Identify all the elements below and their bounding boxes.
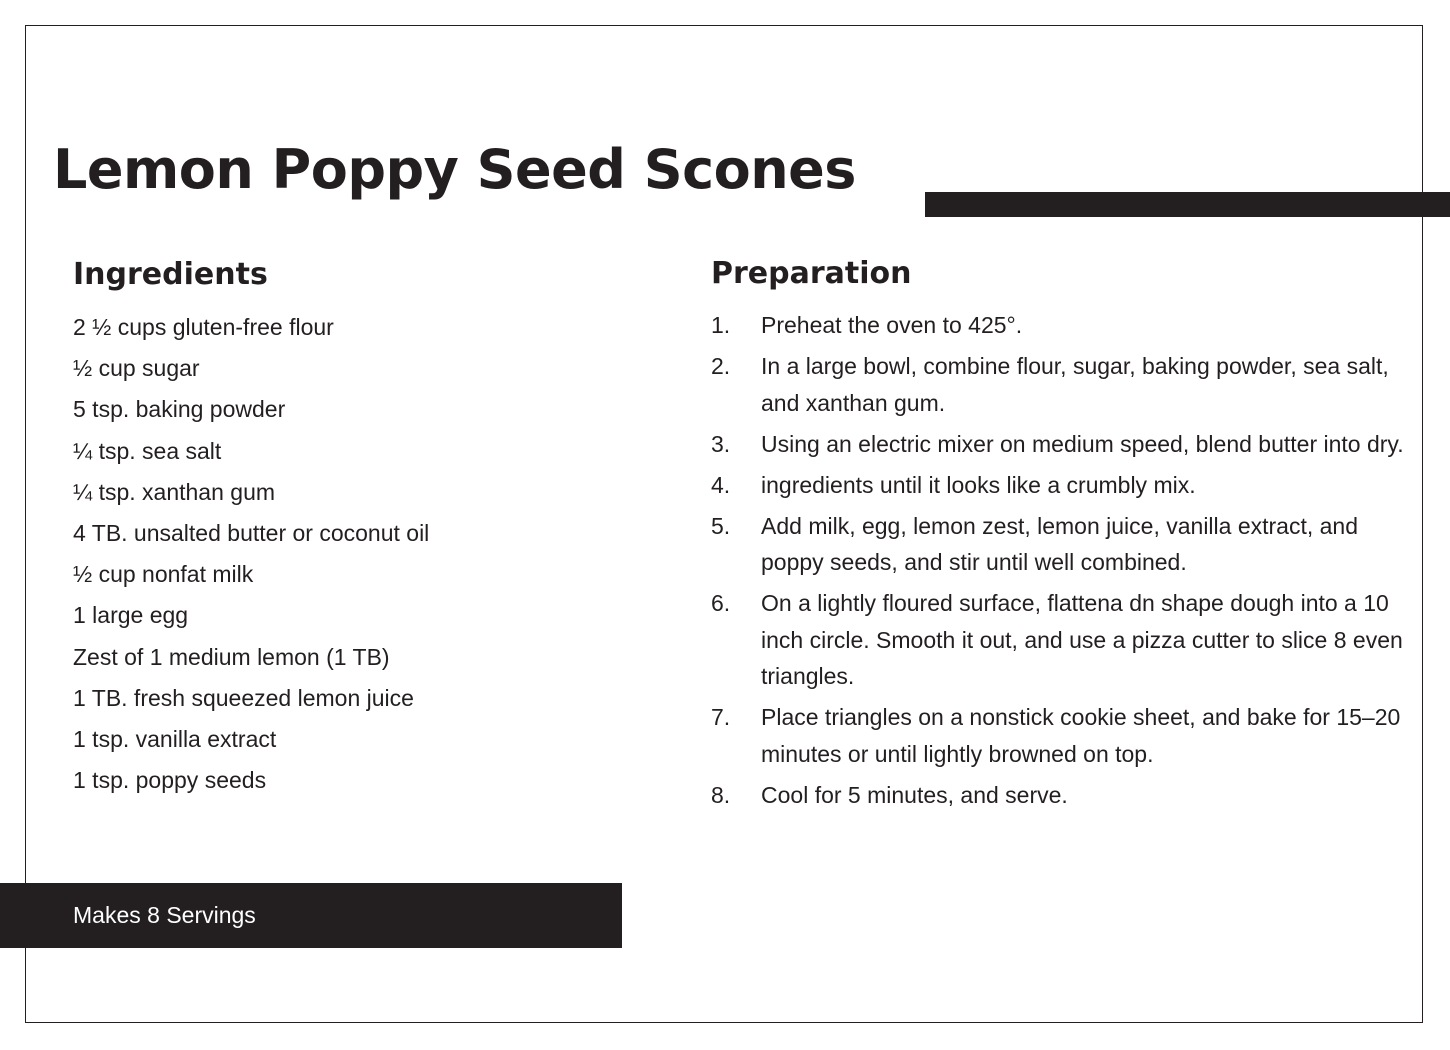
step-item (711, 777, 1411, 814)
step-number: 3. (711, 430, 731, 457)
step-text: Add milk, egg, lemon zest, lemon juice, vanilla extract, and poppy seeds, and stir until well combined. (761, 512, 1359, 575)
step-item (711, 426, 1411, 463)
ingredients-list (73, 307, 429, 801)
step-item (711, 307, 1411, 344)
step-number: 4. (711, 471, 731, 498)
ingredient-item: Zest of 1 medium lemon (1 TB) (73, 643, 390, 670)
ingredients-heading: Ingredients (73, 257, 268, 292)
step-text: Place triangles on a nonstick cookie sheet, and bake for 15–20 minutes or until lightly browned on top. (761, 704, 1401, 767)
step-text: ingredients until it looks like a crumbly mix. (761, 471, 1196, 498)
ingredient-item: ½ cup nonfat milk (73, 561, 254, 588)
step-text: On a lightly floured surface, flattena dn shape dough into a 10 inch circle. Smooth it out, and use a pizza cutter to slice 8 even triangles. (761, 590, 1403, 689)
ingredient-item: ½ cup sugar (73, 355, 200, 382)
step-text: Preheat the oven to 425°. (761, 312, 1023, 338)
ingredient-item: 1 tsp. poppy seeds (73, 767, 267, 794)
step-text: In a large bowl, combine flour, sugar, baking powder, sea salt, and xanthan gum. (761, 353, 1389, 416)
step-item (711, 585, 1411, 695)
step-text: Cool for 5 minutes, and serve. (761, 781, 1068, 808)
ingredient-item: 1 TB. fresh squeezed lemon juice (73, 684, 414, 711)
ingredient-item: 1 large egg (73, 602, 189, 629)
step-number: 2. (711, 353, 731, 379)
ingredient-item: 1 tsp. vanilla extract (73, 725, 277, 752)
ingredient-item: 4 TB. unsalted butter or coconut oil (73, 519, 430, 546)
ingredient-item: ¼ tsp. sea salt (73, 437, 222, 464)
title-accent-bar (925, 192, 1450, 217)
step-number: 6. (711, 590, 731, 616)
step-item (711, 508, 1411, 581)
step-item (711, 699, 1411, 772)
servings-text: Makes 8 Servings (73, 902, 256, 928)
ingredient-item: 2 ½ cups gluten-free flour (73, 314, 334, 340)
step-item (711, 348, 1411, 421)
preparation-heading: Preparation (711, 256, 912, 291)
step-number: 8. (711, 781, 731, 808)
step-number: 5. (711, 512, 731, 539)
step-number: 1. (711, 312, 731, 338)
preparation-steps (711, 307, 1411, 818)
step-number: 7. (711, 704, 731, 730)
ingredient-item: ¼ tsp. xanthan gum (73, 478, 276, 505)
step-text: Using an electric mixer on medium speed, blend butter into dry. (761, 430, 1404, 457)
recipe-title: Lemon Poppy Seed Scones (53, 138, 856, 201)
step-item (711, 467, 1411, 504)
servings-banner (0, 883, 622, 948)
ingredient-item: 5 tsp. baking powder (73, 396, 286, 423)
